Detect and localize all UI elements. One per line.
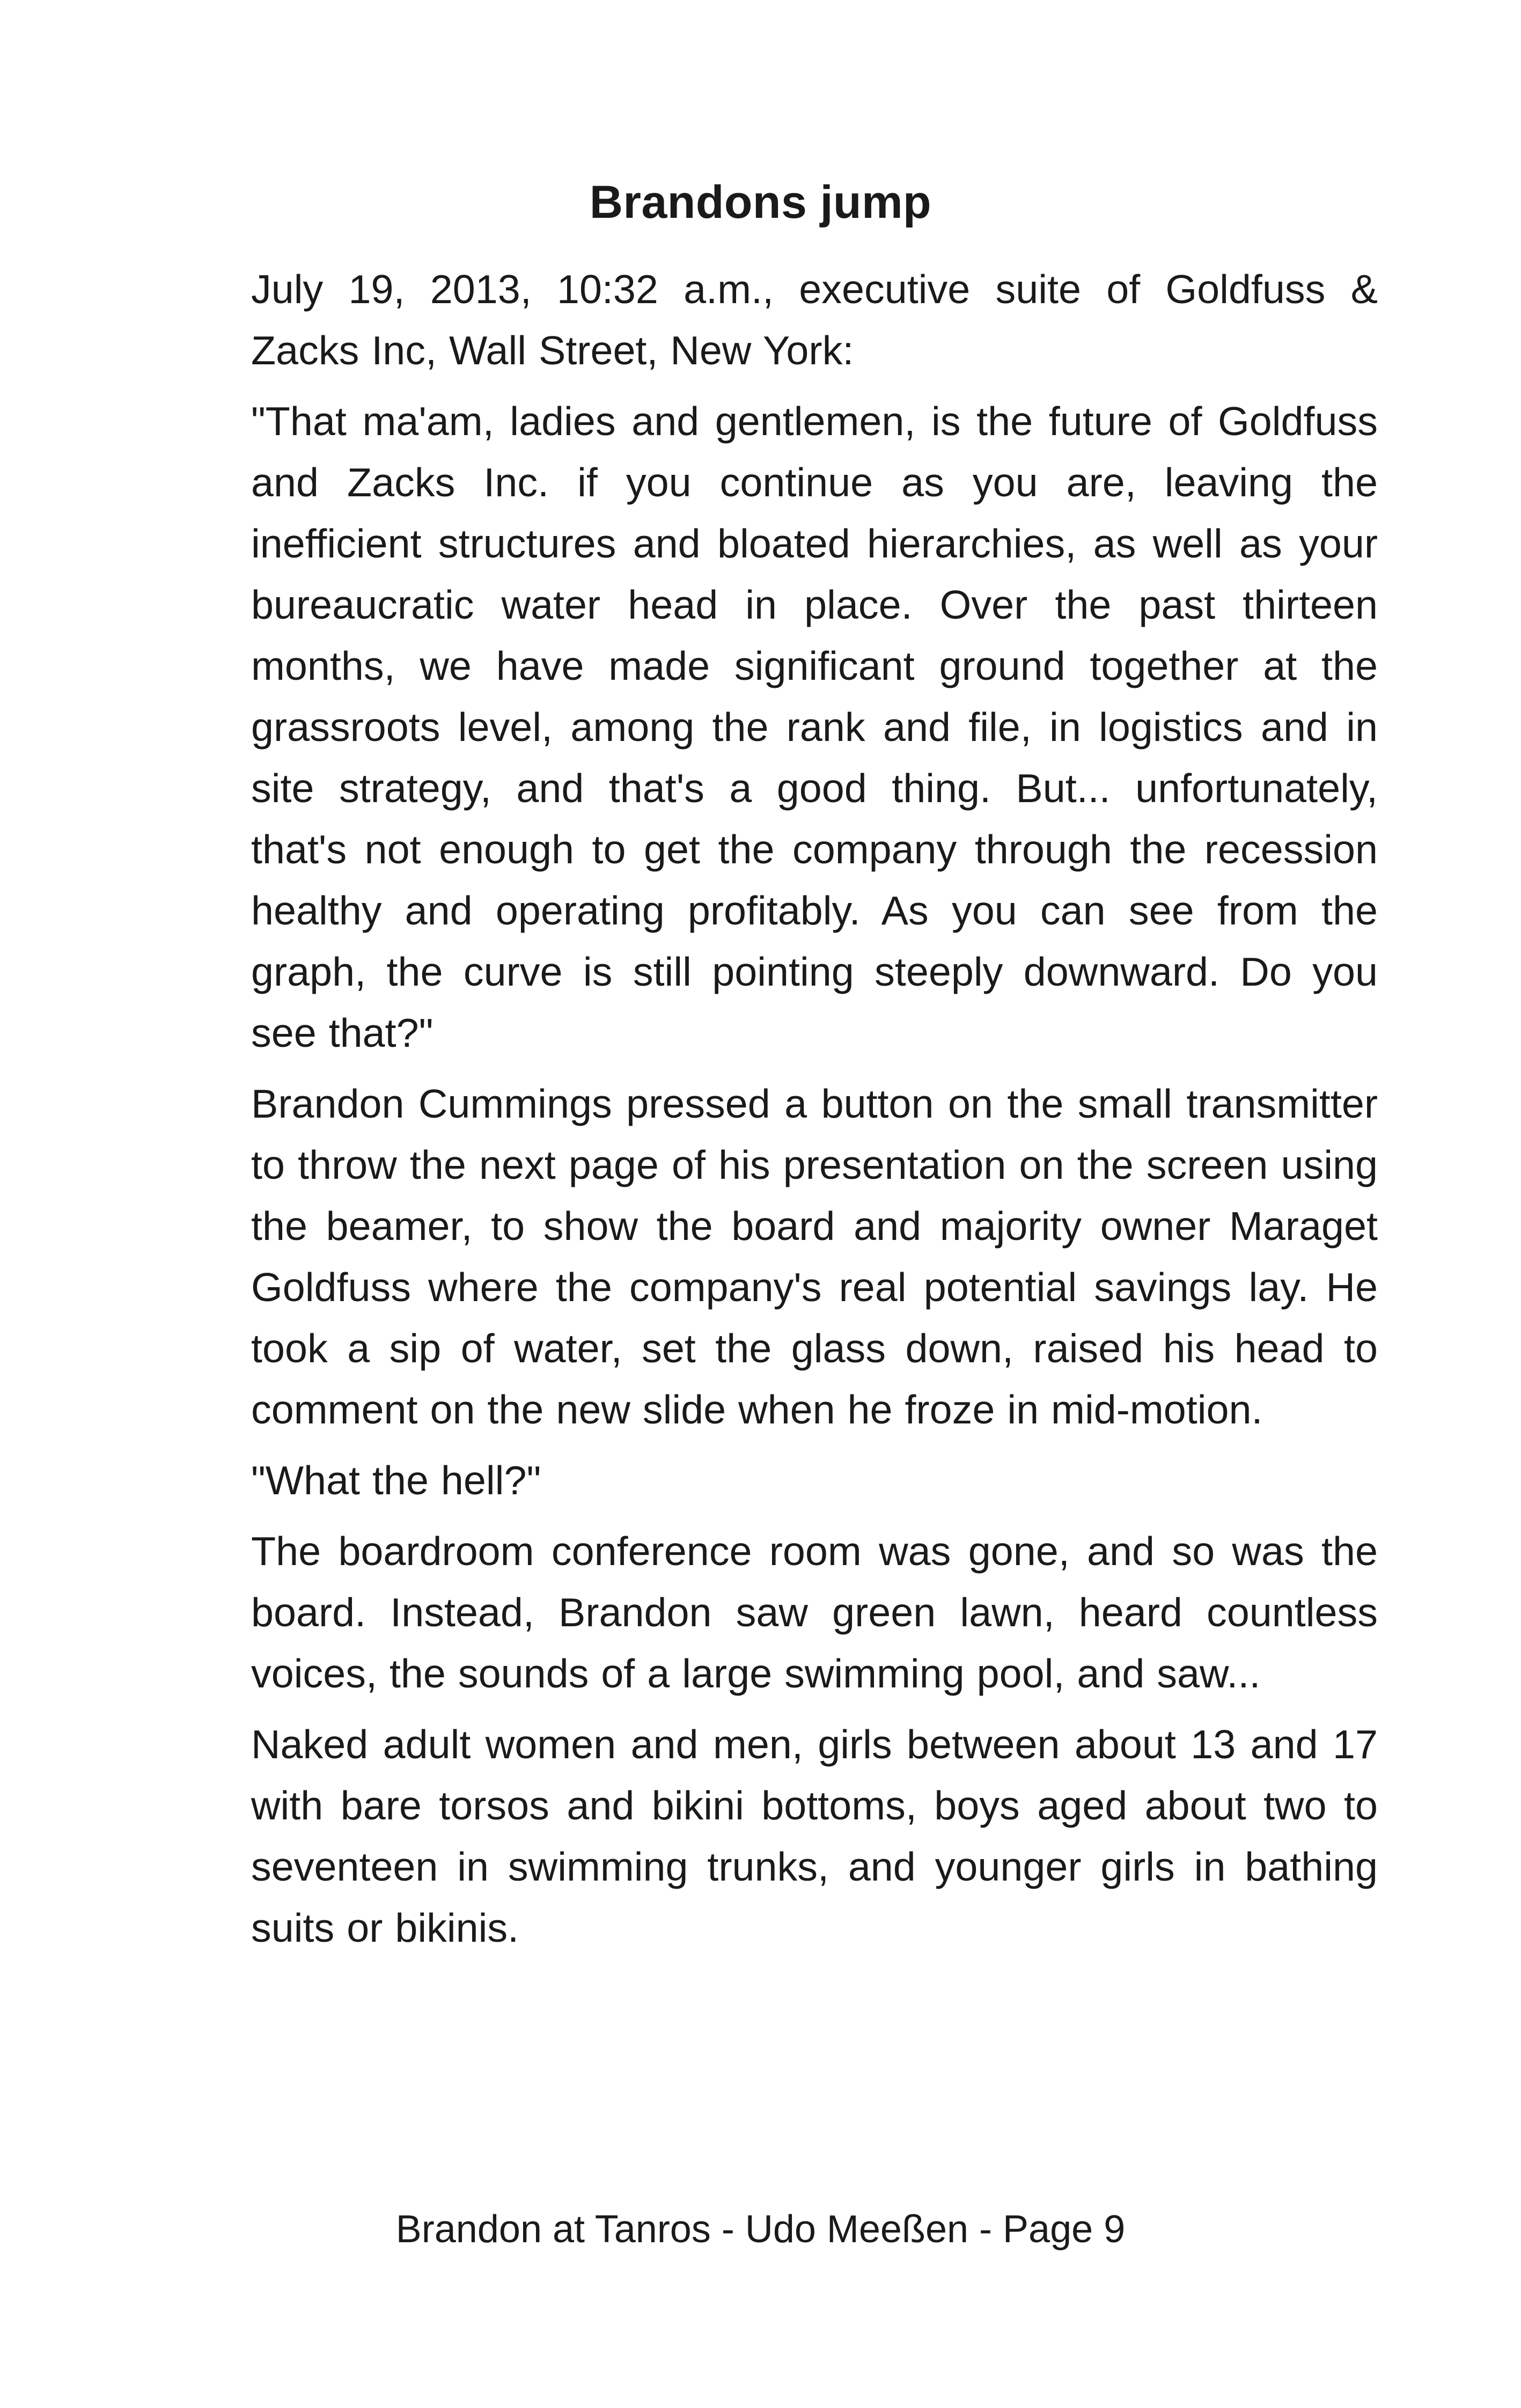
page-footer <box>0 2203 1521 2256</box>
footer-separator: - <box>968 2208 1003 2251</box>
chapter-title: Brandons jump <box>589 177 932 228</box>
paragraph-exclamation: "What the hell?" <box>251 1458 541 1503</box>
footer-page-number: Page 9 <box>1003 2208 1126 2251</box>
paragraph-dateline: July 19, 2013, 10:32 a.m., executive suite of Goldfuss & Zacks Inc, Wall Street, New York: <box>251 267 1378 373</box>
body-text <box>251 259 1378 1968</box>
paragraph-boardroom-gone: The boardroom conference room was gone, and so was the board. Instead, Brandon saw green lawn, heard countless voices, the sounds of a large swimming pool, and saw... <box>251 1529 1378 1696</box>
footer-author: Udo Meeßen <box>745 2208 969 2251</box>
paragraph-speech: "That ma'am, ladies and gentlemen, is the future of Goldfuss and Zacks Inc. if you continue as you are, leaving the inefficient structures and bloated hierarchies, as well as your bureaucratic water head in place. Over the past thirteen months, we have made significant ground together at the grassroots level, among the rank and file, in logistics and in site strategy, and that's a good thing. But... unfortunately, that's not enough to get the company through the recession healthy and operating profitably. As you can see from the graph, the curve is still pointing steeply downward. Do you see that?" <box>251 399 1378 1055</box>
footer-book-title: Brandon at Tanros <box>395 2208 711 2251</box>
paragraph-presentation: Brandon Cummings pressed a button on the small transmitter to throw the next page of his presentation on the screen using the beamer, to show the board and majority owner Maraget Goldfuss where the company's real potential savings lay. He took a sip of water, set the glass down, raised his head to comment on the new slide when he froze in mid-motion. <box>251 1081 1378 1432</box>
footer-separator: - <box>710 2208 745 2251</box>
paragraph-pool-scene: Naked adult women and men, girls between about 13 and 17 with bare torsos and bikini bottoms, boys aged about two to seventeen in swimming trunks, and younger girls in bathing suits or bikinis. <box>251 1722 1378 1950</box>
